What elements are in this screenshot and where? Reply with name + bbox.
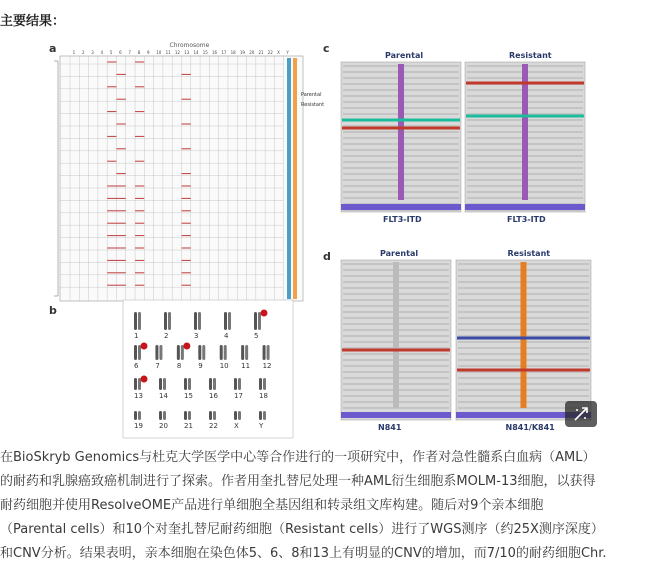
chromosome-shape: [234, 378, 237, 390]
chromosome-shape: [159, 378, 162, 390]
chromosome-number: 6: [119, 50, 122, 55]
legend-parental: Parental: [301, 92, 322, 98]
chromosome-number: 3: [91, 50, 94, 55]
karyotype-label: 12: [262, 362, 272, 370]
karyotype-label: 7: [155, 362, 160, 370]
chromosome-shape: [263, 378, 266, 390]
chromosome-number: 18: [230, 50, 236, 55]
chromosome-shape: [234, 411, 237, 420]
track-caption: N841: [378, 423, 402, 432]
chromosome-number: 15: [202, 50, 208, 55]
chromosome-shape: [168, 312, 171, 330]
chromosome-number: 17: [221, 50, 227, 55]
chromosome-shape: [134, 312, 137, 330]
chromosome-number: 5: [109, 50, 113, 55]
chromosome-shape: [134, 345, 137, 360]
chromosome-shape: [198, 312, 201, 330]
gain-marker: [141, 376, 148, 383]
chromosome-shape: [159, 345, 162, 360]
reference-bar: [465, 204, 585, 210]
panel-label-b: b: [49, 304, 57, 317]
chromosome-shape: [254, 312, 257, 330]
karyotype-label: 15: [184, 392, 193, 400]
track-title: Parental: [385, 51, 424, 60]
chromosome-number: 19: [239, 50, 245, 55]
karyotype-label: 19: [134, 422, 143, 430]
karyotype-label: 16: [209, 392, 218, 400]
chromosome-number: 4: [100, 50, 104, 55]
chromosome-shape: [163, 378, 166, 390]
panel-label-c: c: [323, 42, 330, 55]
legend-resistant: Resistant: [301, 102, 325, 108]
paragraph-line: 的耐药和乳腺癌致癌机制进行了探索。作者用奎扎替尼处理一种AML衍生细胞系MOLM-13细胞，以获得: [0, 474, 596, 489]
chromosome-number: 20: [249, 50, 255, 55]
chromosome-shape: [238, 411, 241, 420]
chromosome-number: 11: [165, 50, 171, 55]
karyotype-label: 22: [209, 422, 218, 430]
paragraph-line: 在BioSkryb Genomics与杜克大学医学中心等合作进行的一项研究中，作者对急性髓系白血病（AML）: [0, 450, 596, 465]
track-title: Resistant: [509, 51, 552, 60]
track-caption: FLT3-ITD: [507, 215, 546, 224]
chromosome-number: 22: [267, 50, 273, 55]
paragraph-line: （Parental cells）和10个对奎扎替尼耐药细胞（Resistant cells）进行了WGS测序（约25X测序深度）: [0, 522, 604, 537]
chromosome-number: 12: [174, 50, 180, 55]
karyotype-label: 6: [134, 362, 139, 370]
gain-marker: [141, 343, 148, 350]
chromosome-shape: [163, 411, 166, 420]
article-paragraph: [0, 446, 650, 566]
karyotype-label: 13: [134, 392, 143, 400]
chromosome-shape: [181, 345, 184, 360]
track-caption: N841/K841: [505, 423, 555, 432]
chromosome-number: X: [277, 50, 280, 55]
chromosome-shape: [224, 312, 227, 330]
chromosome-shape: [198, 345, 201, 360]
section-heading: 主要结果：: [0, 14, 66, 29]
chromosome-shape: [213, 378, 216, 390]
chromosome-shape: [138, 312, 141, 330]
track-caption: FLT3-ITD: [383, 215, 422, 224]
chromosome-shape: [164, 312, 167, 330]
expand-image-button[interactable]: [565, 401, 597, 427]
gain-marker: [261, 310, 268, 317]
chromosome-number: 7: [128, 50, 131, 55]
annotation-strip: [287, 58, 291, 299]
chromosome-number: 10: [156, 50, 162, 55]
track-title: Parental: [380, 249, 419, 258]
panel-label-d: d: [323, 250, 331, 263]
cluster-bracket: [54, 61, 58, 296]
panel-a-title: Chromosome: [169, 42, 210, 49]
chromosome-shape: [238, 378, 241, 390]
track-title: Resistant: [507, 249, 551, 258]
annotation-strip: [293, 58, 297, 299]
variant-column: [393, 262, 399, 408]
chromosome-number: 2: [81, 50, 85, 55]
variant-column: [521, 262, 527, 408]
chromosome-shape: [245, 345, 248, 360]
chromosome-shape: [155, 345, 158, 360]
karyotype-label: 5: [254, 332, 259, 340]
chromosome-number: 14: [193, 50, 199, 55]
expand-icon: [573, 406, 589, 422]
gain-marker: [183, 343, 190, 350]
panel-label-a: a: [49, 42, 57, 55]
chromosome-shape: [134, 411, 137, 420]
paragraph-line: 和CNV分析。结果表明，亲本细胞在染色体5、6、8和13上有明显的CNV的增加，而7/10的耐药细胞Chr.: [0, 546, 607, 561]
karyotype-label: 3: [194, 332, 199, 340]
chromosome-shape: [224, 345, 227, 360]
chromosome-number: 16: [212, 50, 218, 55]
chromosome-shape: [188, 378, 191, 390]
karyotype-label: 4: [224, 332, 229, 340]
karyotype-label: 14: [159, 392, 168, 400]
karyotype-label: 18: [259, 392, 268, 400]
chromosome-shape: [220, 345, 223, 360]
chromosome-shape: [259, 411, 262, 420]
chromosome-shape: [194, 312, 197, 330]
chromosome-shape: [184, 378, 187, 390]
chromosome-shape: [263, 345, 266, 360]
karyotype-label: 2: [164, 332, 169, 340]
chromosome-shape: [184, 411, 187, 420]
chromosome-number: 21: [258, 50, 264, 55]
karyotype-label: 10: [219, 362, 229, 370]
chromosome-shape: [213, 411, 216, 420]
results-figure: [45, 38, 605, 440]
chromosome-shape: [228, 312, 231, 330]
karyotype-label: 8: [176, 362, 182, 370]
karyotype-label: X: [234, 422, 239, 430]
reference-bar: [341, 204, 461, 210]
karyotype-label: 20: [159, 422, 168, 430]
chromosome-shape: [177, 345, 180, 360]
chromosome-number: 1: [72, 50, 76, 55]
chromosome-shape: [138, 378, 141, 390]
chromosome-shape: [267, 345, 270, 360]
chromosome-shape: [241, 345, 244, 360]
chromosome-shape: [258, 312, 261, 330]
chromosome-shape: [263, 411, 266, 420]
chromosome-number: 13: [184, 50, 190, 55]
karyotype-label: Y: [259, 422, 264, 430]
chromosome-number: 9: [146, 50, 150, 55]
chromosome-shape: [202, 345, 205, 360]
figure-graphic: [45, 38, 605, 440]
chromosome-number: Y: [286, 50, 289, 55]
chromosome-shape: [134, 378, 137, 390]
chromosome-shape: [159, 411, 162, 420]
chromosome-shape: [188, 411, 191, 420]
chromosome-shape: [209, 411, 212, 420]
karyotype-label: 9: [198, 362, 203, 370]
karyotype-label: 1: [134, 332, 139, 340]
chromosome-number: 8: [137, 50, 141, 55]
chromosome-shape: [209, 378, 212, 390]
variant-column: [398, 64, 404, 200]
paragraph-line: 耐药细胞并使用ResolveOME产品进行单细胞全基因组和转录组文库构建。随后对9个亲本细胞: [0, 498, 544, 513]
chromosome-shape: [138, 411, 141, 420]
chromosome-shape: [138, 345, 141, 360]
reference-bar: [341, 412, 451, 418]
chromosome-shape: [259, 378, 262, 390]
karyotype-label: 11: [241, 362, 251, 370]
karyotype-label: 21: [184, 422, 193, 430]
karyotype-label: 17: [234, 392, 243, 400]
